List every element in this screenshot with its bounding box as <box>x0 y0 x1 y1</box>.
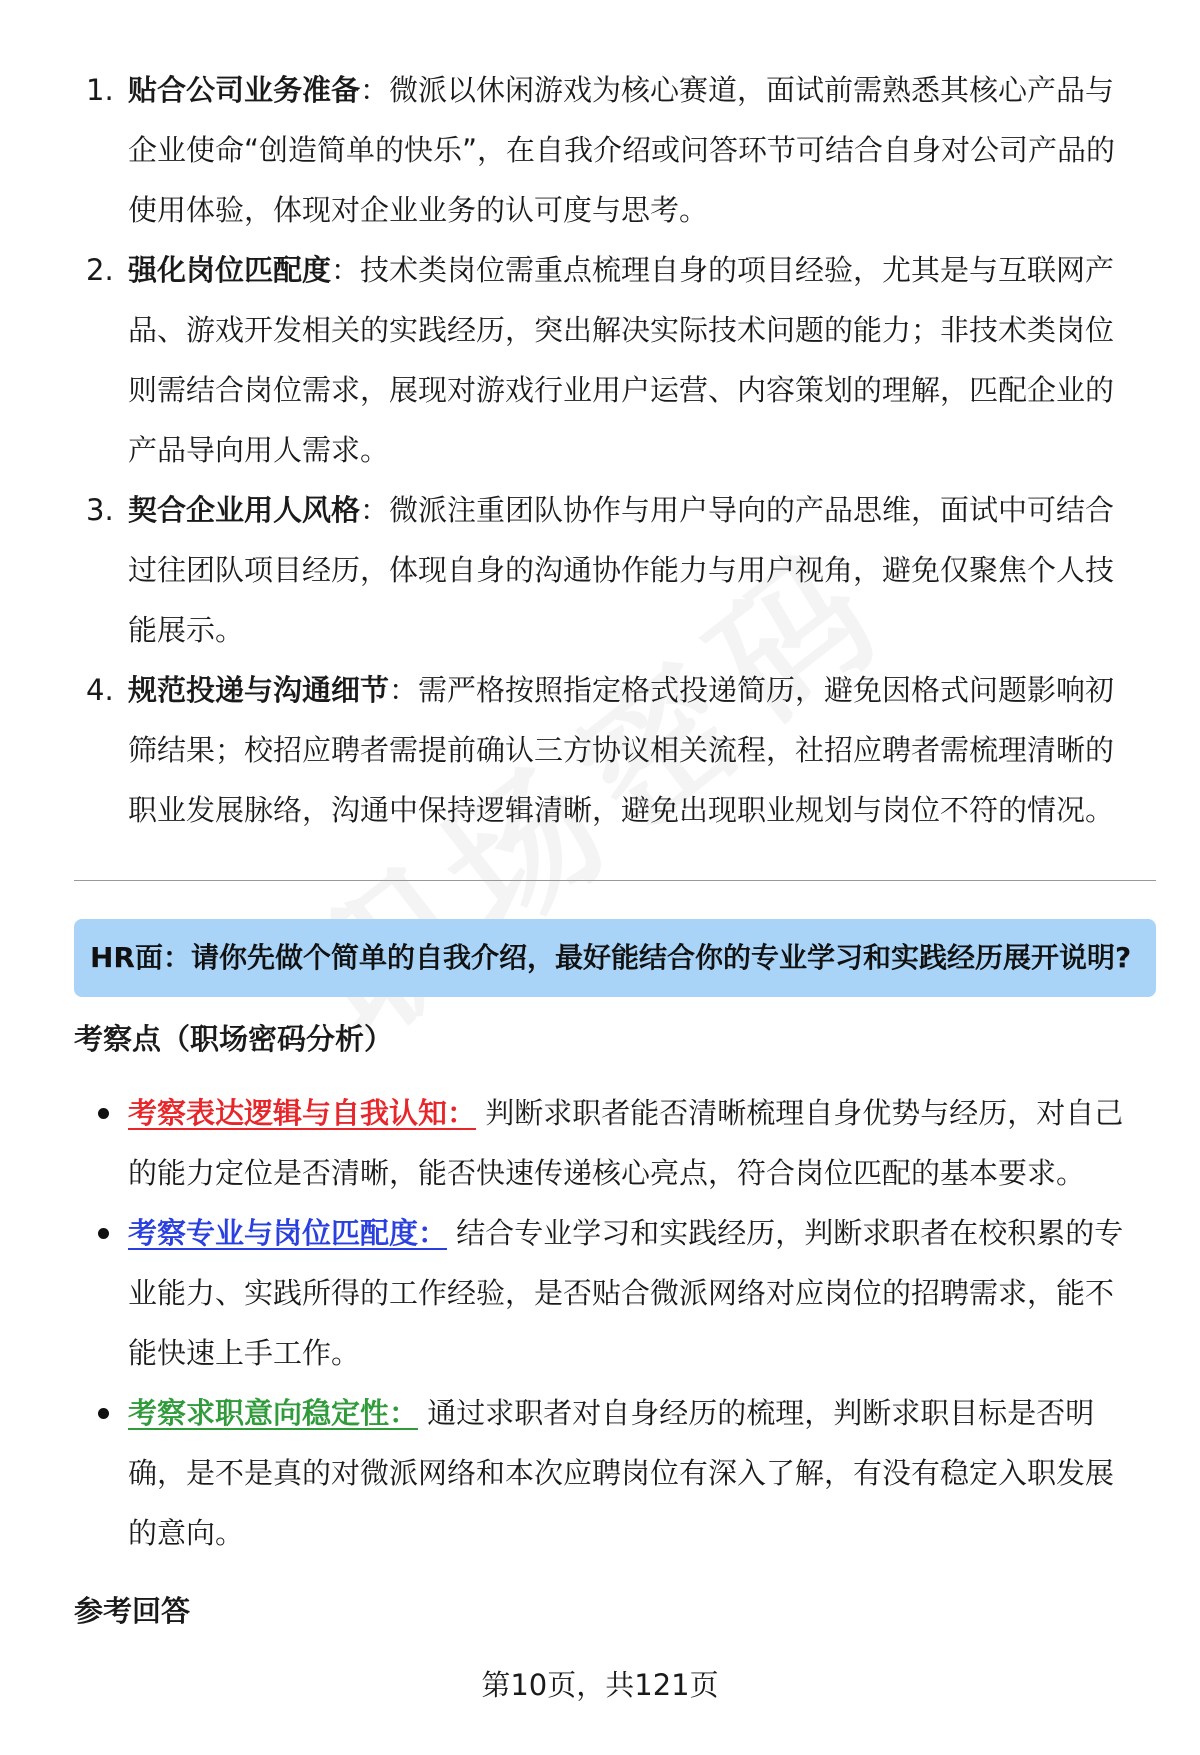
interview-question-box: HR面：请你先做个简单的自我介绍，最好能结合你的专业学习和实践经历展开说明? <box>74 919 1156 997</box>
list-item-body: ：需严格按照指定格式投递简历，避免因格式问题影响初筛结果；校招应聘者需提前确认三方协议相关流程，社招应聘者需梳理清晰的职业发展脉络，沟通中保持逻辑清晰，避免出现职业规划与岗位不符的情况。 <box>128 673 1115 827</box>
bullet-icon <box>98 1228 109 1239</box>
list-item-body: ：技术类岗位需重点梳理自身的项目经验，尤其是与互联网产品、游戏开发相关的实践经历，突出解决实际技术问题的能力；非技术类岗位则需结合岗位需求，展现对游戏行业用户运营、内容策划的理解，匹配企业的产品导向用人需求。 <box>128 253 1115 467</box>
list-item-body: ：微派以休闲游戏为核心赛道，面试前需熟悉其核心产品与企业使命“创造简单的快乐”，在自我介绍或问答环节可结合自身对公司产品的使用体验，体现对企业业务的认可度与思考。 <box>128 73 1116 227</box>
bullet-body: 结合专业学习和实践经历，判断求职者在校积累的专业能力、实践所得的工作经验，是否贴合微派网络对应岗位的招聘需求，能不能快速上手工作。 <box>128 1216 1124 1370</box>
reference-answer-title: 参考回答 <box>74 1594 191 1628</box>
bullet-keyword: 考察表达逻辑与自我认知： <box>128 1096 477 1130</box>
section-title: 考察点（职场密码分析） <box>74 1022 394 1056</box>
list-item <box>74 480 1142 660</box>
page-content <box>74 60 1142 1633</box>
assessment-points-list <box>74 1083 1142 1563</box>
list-item-title: 强化岗位匹配度 <box>128 253 332 287</box>
bullet-keyword: 考察求职意向稳定性： <box>128 1396 419 1430</box>
preparation-tips-list <box>74 60 1142 840</box>
list-number: 1. <box>86 73 114 107</box>
list-item <box>74 240 1142 480</box>
list-item <box>74 1383 1142 1563</box>
list-number: 3. <box>86 493 114 527</box>
list-item-title: 规范投递与沟通细节 <box>128 673 390 707</box>
list-item <box>74 1083 1142 1203</box>
page-number: 第10页，共121页 <box>481 1668 719 1702</box>
bullet-icon <box>98 1408 109 1419</box>
list-item-title: 契合企业用人风格 <box>128 493 361 527</box>
list-item-body: ：微派注重团队协作与用户导向的产品思维，面试中可结合过往团队项目经历，体现自身的沟通协作能力与用户视角，避免仅聚焦个人技能展示。 <box>128 493 1115 647</box>
bullet-icon <box>98 1108 109 1119</box>
list-number: 4. <box>86 673 114 707</box>
bullet-body: 判断求职者能否清晰梳理自身优势与经历，对自己的能力定位是否清晰，能否快速传递核心亮点，符合岗位匹配的基本要求。 <box>128 1096 1124 1190</box>
list-item <box>74 60 1142 240</box>
list-item <box>74 1203 1142 1383</box>
bullet-keyword: 考察专业与岗位匹配度： <box>128 1216 448 1250</box>
list-item <box>74 660 1142 840</box>
list-number: 2. <box>86 253 114 287</box>
list-item-title: 贴合公司业务准备 <box>128 73 361 107</box>
section-divider <box>74 880 1156 881</box>
bullet-body: 通过求职者对自身经历的梳理，判断求职目标是否明确，是不是真的对微派网络和本次应聘岗位有深入了解，有没有稳定入职发展的意向。 <box>128 1396 1115 1550</box>
